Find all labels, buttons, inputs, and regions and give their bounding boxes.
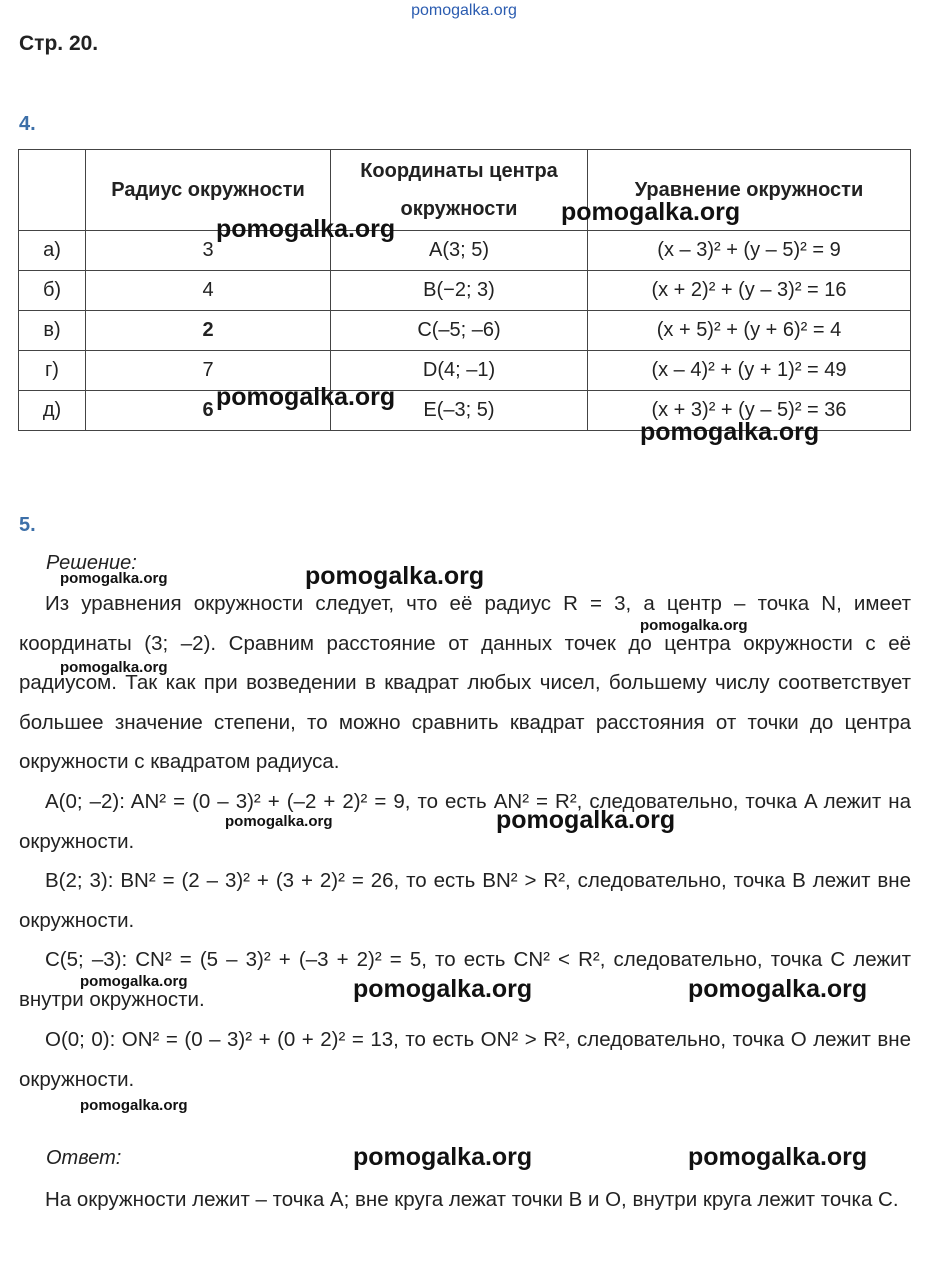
radius-cell: 6 [86,391,331,431]
header-empty [19,150,86,231]
intro-text: Из уравнения окружности следует, что её радиус R = 3, а центр – точка N, имеет координаты (3; –2). Сравним расстояние от данных точек до центра окружности с её радиусом. Так как при возведении в квадрат любых чисел, большему числу соответствует большее значение степени, то можно сравнить квадрат расстояния от точки до центра окружности с квадратом радиуса. [19,592,911,773]
row-label: в) [19,311,86,351]
watermark: pomogalka.org [688,1143,868,1171]
equation-cell: (x – 3)² + (y – 5)² = 9 [588,231,911,271]
equation-cell: (x + 3)² + (y – 5)² = 36 [588,391,911,431]
center-cell: А(3; 5) [331,231,588,271]
center-cell: В(−2; 3) [331,271,588,311]
watermark: pomogalka.org [80,1097,188,1114]
task-4-number: 4. [19,113,36,135]
table-row [19,231,911,271]
row-label: б) [19,271,86,311]
center-cell: С(–5; –6) [331,311,588,351]
radius-cell: 3 [86,231,331,271]
table-header-row [19,150,911,231]
watermark: pomogalka.org [60,659,168,676]
row-label: г) [19,351,86,391]
header-center: Координаты центра окружности [331,150,588,231]
watermark: pomogalka.org [216,383,396,411]
row-label: а) [19,231,86,271]
radius-cell: 2 [86,311,331,351]
header-radius: Радиус окружности [86,150,331,231]
center-cell: E(–3; 5) [331,391,588,431]
watermark: pomogalka.org [80,973,188,990]
point-a-line [19,782,911,861]
header-equation: Уравнение окружности [588,150,911,231]
point-c-text: C(5; –3): CN² = (5 – 3)² + (–3 + 2)² = 5, то есть CN² < R², следовательно, точка C лежит внутри окружности. [19,948,911,1011]
watermark: pomogalka.org [496,806,676,834]
solution-label: Решение: [46,552,137,574]
circle-table [18,149,911,431]
equation-cell: (x + 2)² + (y – 3)² = 16 [588,271,911,311]
equation-cell: (x + 5)² + (y + 6)² = 4 [588,311,911,351]
watermark: pomogalka.org [60,570,168,587]
watermark: pomogalka.org [353,1143,533,1171]
watermark: pomogalka.org [640,617,748,634]
center-cell: D(4; –1) [331,351,588,391]
radius-cell: 7 [86,351,331,391]
row-label: д) [19,391,86,431]
radius-cell: 4 [86,271,331,311]
watermark: pomogalka.org [353,975,533,1003]
watermark: pomogalka.org [688,975,868,1003]
point-a-text: A(0; –2): AN² = (0 – 3)² + (–2 + 2)² = 9, то есть AN² = R², следовательно, точка A лежит на окружности. [19,790,911,853]
watermark: pomogalka.org [216,215,396,243]
answer-label: Ответ: [46,1147,122,1169]
answer-text-block [19,1180,911,1220]
point-o-line [19,1020,911,1099]
point-b-text: B(2; 3): BN² = (2 – 3)² + (3 + 2)² = 26, то есть BN² > R², следовательно, точка B лежит вне окружности. [19,869,911,932]
page-title: Стр. 20. [19,32,99,55]
solution-intro [19,584,911,782]
watermark: pomogalka.org [561,198,741,226]
watermark: pomogalka.org [640,418,820,446]
table-row [19,311,911,351]
table-row [19,271,911,311]
site-header-link[interactable]: pomogalka.org [411,2,517,19]
task-5-number: 5. [19,514,36,536]
point-b-line [19,861,911,940]
answer-text: На окружности лежит – точка A; вне круга лежат точки B и O, внутри круга лежит точка C. [45,1188,899,1211]
point-o-text: O(0; 0): ON² = (0 – 3)² + (0 + 2)² = 13, то есть ON² > R², следовательно, точка O лежит вне окружности. [19,1028,911,1091]
equation-cell: (x – 4)² + (y + 1)² = 49 [588,351,911,391]
watermark: pomogalka.org [305,562,485,590]
table-row [19,351,911,391]
watermark: pomogalka.org [225,813,333,830]
